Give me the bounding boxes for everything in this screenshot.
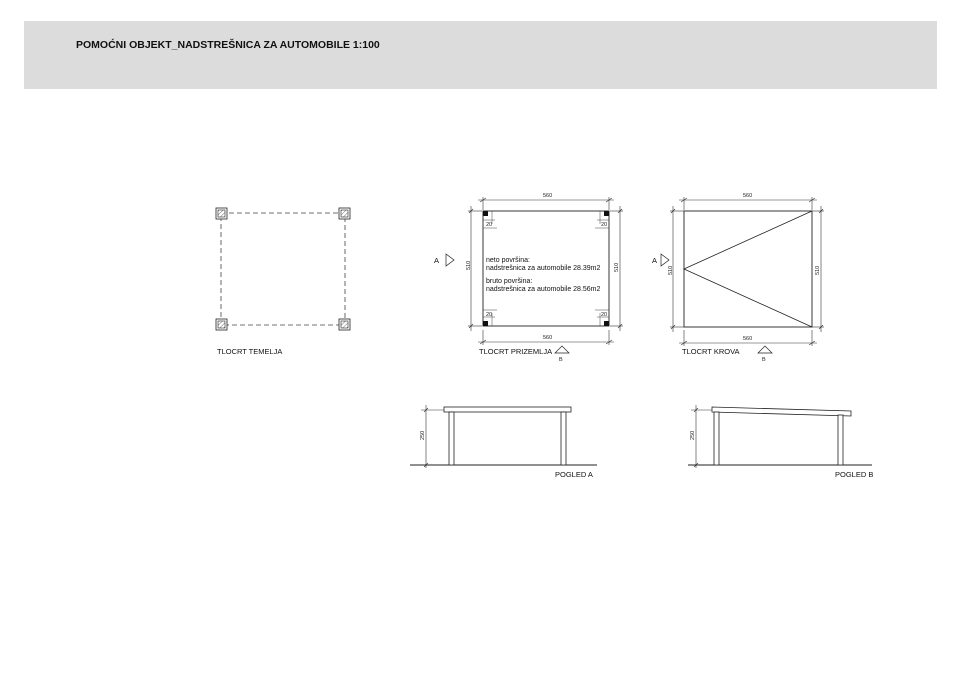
section-mark-b: B: [559, 357, 563, 363]
post: [561, 412, 566, 465]
footing: [216, 319, 227, 330]
section-arrow-b-icon: [555, 346, 569, 353]
net-area-value: nadstrešnica za automobile 28.39m2: [486, 265, 601, 272]
roof-plan-height-dimension-left: 510: [668, 265, 674, 275]
roof-plan-width-dimension-bottom: 560: [743, 336, 753, 342]
net-area-heading: neto površina:: [486, 257, 530, 264]
roof-plan-width-dimension: 560: [743, 193, 753, 199]
ground-plan-label: TLOCRT PRIZEMLJA: [479, 347, 553, 356]
column-dimension: 20: [601, 222, 608, 228]
column-dimension: 20: [601, 312, 608, 318]
foundation-plan: [216, 208, 350, 356]
column: [604, 321, 609, 326]
canopy-roof: [444, 407, 571, 412]
footing: [216, 208, 227, 219]
view-b: [688, 405, 873, 479]
column-dimension: 20: [486, 312, 493, 318]
canopy-roof: [712, 407, 851, 416]
roof-plan-label: TLOCRT KROVA: [682, 347, 740, 356]
post: [449, 412, 454, 465]
gross-area-heading: bruto površina:: [486, 278, 533, 285]
column: [483, 211, 488, 216]
view-b-height-dimension: 250: [690, 430, 696, 440]
foundation-outline: [221, 213, 345, 325]
roof-plan-height-dimension-right: 510: [815, 265, 821, 275]
post: [714, 412, 719, 465]
ground-plan-width-dimension: 560: [543, 193, 553, 199]
view-a: [410, 405, 597, 479]
roof-plan: [652, 193, 824, 363]
ground-plan: [434, 193, 623, 363]
column: [483, 321, 488, 326]
section-mark-a: A: [434, 256, 440, 265]
roof-outline: [684, 211, 812, 327]
section-arrow-a-icon: [446, 254, 454, 266]
foundation-plan-label: TLOCRT TEMELJA: [217, 347, 283, 356]
sheet-title: POMOĆNI OBJEKT_NADSTREŠNICA ZA AUTOMOBILE 1:100: [76, 39, 380, 51]
ground-plan-width-dimension-bottom: 560: [543, 335, 553, 341]
roof-section-mark-b: B: [762, 357, 766, 363]
footing: [339, 208, 350, 219]
footing: [339, 319, 350, 330]
ground-plan-height-dimension-right: 510: [614, 262, 620, 272]
column-dimension: 20: [486, 222, 493, 228]
gross-area-value: nadstrešnica za automobile 28.56m2: [486, 286, 601, 293]
view-b-label: POGLED B: [835, 470, 874, 479]
view-a-height-dimension: 250: [420, 430, 426, 440]
ground-plan-height-dimension-left: 510: [466, 260, 472, 270]
roof-section-mark-a: A: [652, 256, 658, 265]
column: [604, 211, 609, 216]
post: [838, 415, 843, 465]
roof-ridge-lines: [684, 211, 812, 327]
roof-section-arrow-a-icon: [661, 254, 669, 266]
view-a-label: POGLED A: [555, 470, 593, 479]
roof-section-arrow-b-icon: [758, 346, 772, 353]
